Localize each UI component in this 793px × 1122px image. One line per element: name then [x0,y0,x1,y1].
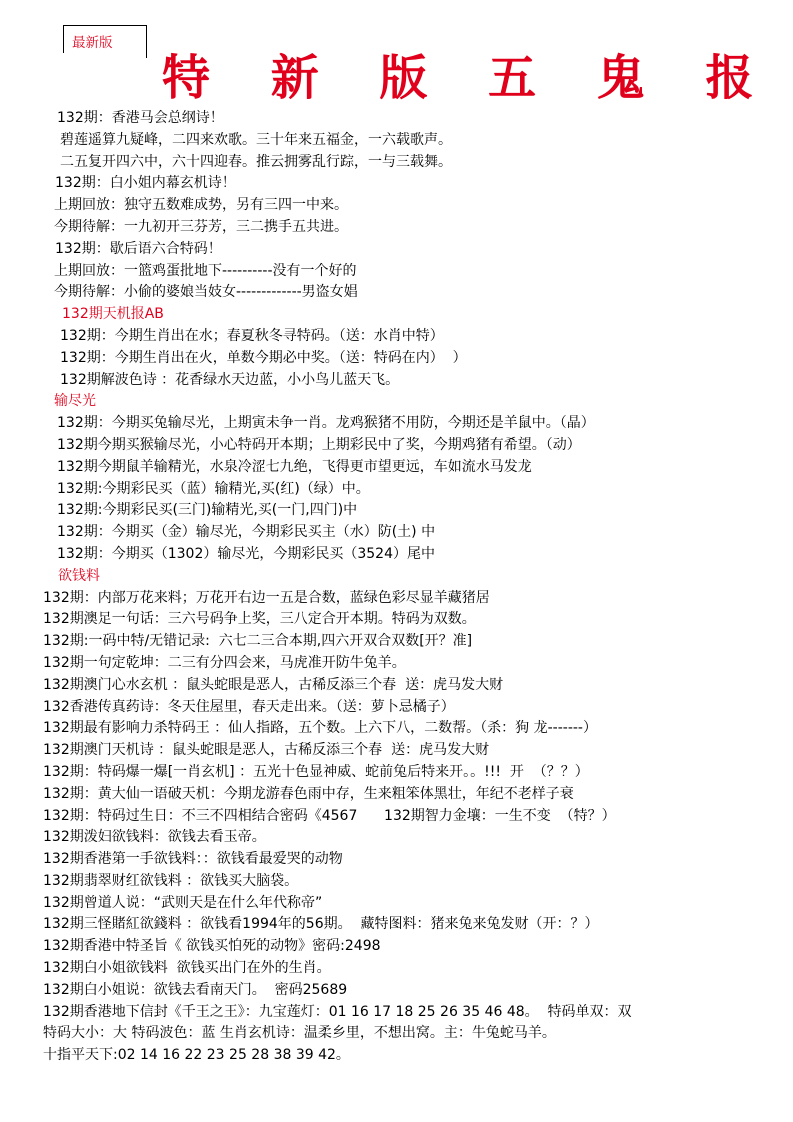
text-line: 今期待解：小偷的婆娘当妓女-------------男盗女娼 [54,284,358,301]
text-line: 132期：今期买（金）输尽光，今期彩民买主（水）防(土) 中 [57,524,436,541]
text-line: 132期今期买猴输尽光，小心特码开本期；上期彩民中了奖，今期鸡猪有希望。（动） [57,436,581,453]
latest-edition-badge [63,25,147,58]
text-line: 十指平天下:02 14 16 22 23 25 28 38 39 42。 [43,1047,350,1064]
text-line: 132期：今期买兔输尽光，上期寅未争一肖。龙鸡猴猪不用防，今期还是羊鼠中。（晶） [57,415,595,432]
text-line: 132期：黄大仙一语破天机：今期龙游春色雨中存，生来粗笨体黑壮，年纪不老样子衰 [43,785,574,802]
text-line: 132期：今期买（1302）输尽光，今期彩民买（3524）尾中 [57,545,435,562]
text-line: 二五复开四六中，六十四迎春。推云拥雾乱行踪，一与三载舞。 [60,153,452,170]
section-heading: 欲钱料 [58,567,100,584]
text-line: 132期白小姐欲钱料 欲钱买出门在外的生肖。 [43,960,331,977]
text-line: 132期曾道人说：“武则天是在什么年代称帝” [43,894,323,911]
text-line: 132香港传真药诗：冬天住屋里，春天走出来。（送：萝卜忌橘子） [43,698,455,715]
text-line: 132期:今期彩民买(三门)输精光,买(一门,四门)中 [57,502,358,519]
text-line: 132期澳门天机诗 ：鼠头蛇眼是恶人，古稀反添三个春 送：虎马发大财 [43,742,490,759]
text-line: 132期今期鼠羊输精光，水泉冷涩七九绝，飞得更市望更远，车如流水马发龙 [57,458,532,475]
text-line: 132期解波色诗 ：花香绿水天边蓝，小小鸟儿蓝天飞。 [60,371,400,388]
prediction-text-body [0,108,793,1067]
text-line: 132期：香港马会总纲诗！ [57,110,224,126]
section-heading: 132期天机报AB [62,306,164,323]
text-line: 132期:一码中特/无错记录: 六七二三合本期,四六开双合双数[开？准] [43,633,473,650]
text-line: 132期澳门心水玄机 ：鼠头蛇眼是恶人，古稀反添三个春 送：虎马发大财 [43,676,504,693]
text-line: 上期回放：一篮鸡蛋批地下----------没有一个好的 [54,262,357,279]
text-line: 132期香港第一手欲钱料：：欲钱看最爱哭的动物 [43,851,343,868]
text-line: 今期待解：一九初开三芬芳，三二携手五共进。 [54,218,348,235]
text-line: 碧莲遥算九疑峰，二四来欢歌。三十年来五福金，一六载歌声。 [60,131,452,148]
text-line: 132期香港中特圣旨《 欲钱买怕死的动物》密码:2498 [43,938,381,955]
text-line: 132期白小姐说：欲钱去看南天门。 密码25689 [43,981,348,998]
badge-label: 最新版 [72,35,113,51]
text-line: 132期三怪賭紅欲錢料 ：欲钱看1994年的56期。 藏特图料：猪来兔来兔发财（开：？） [43,916,599,933]
text-line: 132期泼妇欲钱料：欲钱去看玉帝。 [43,829,266,846]
text-line: 132期：白小姐内幕玄机诗！ [55,175,236,192]
text-line: 上期回放：独守五数难成势，另有三四一中来。 [54,197,348,214]
text-line: 特码大小：大 特码波色：蓝 生肖玄机诗：温柔乡里，不想出窝。主：牛兔蛇马羊。 [43,1025,556,1042]
page-title: 特 新 版 五 鬼 报 [162,50,776,106]
text-line: 132期：特码爆一爆[一肖玄机] ：五光十色显神威、蛇前兔后特来开。。!!! 开 （？？） [43,763,589,780]
text-line: 132期：今期生肖出在水；春夏秋冬寻特码。（送：水肖中特） [60,327,444,344]
text-line: 132期澳足一句话：三六号码争上奖，三八定合开本期。特码为双数。 [43,611,476,628]
text-line: 132期：内部万花来料；万花开右边一五是合数，蓝绿色彩尽显羊藏猪居 [43,589,490,606]
text-line: 132期:今期彩民买（蓝）输精光,买(红)（绿）中。 [57,480,370,497]
text-line: 132期：今期生肖出在火，单数今期必中奖。（送：特码在内） ） [60,349,467,366]
text-line: 132期最有影响力杀特码王 ：仙人指路，五个数。上六下八，二数帮。（杀：狗 龙-------） [43,720,597,737]
text-line: 132期一句定乾坤：二三有分四会来，马虎准开防牛兔羊。 [43,654,406,671]
text-line: 132期香港地下信封《千王之王》：九宝莲灯：01 16 17 18 25 26 35 46 48。 特码单双：双 [43,1003,632,1020]
text-line: 132期翡翠财红欲钱料 ：欲钱买大脑袋。 [43,872,299,889]
text-line: 132期：歇后语六合特码！ [55,240,222,257]
section-heading: 输尽光 [54,393,96,410]
text-line: 132期：特码过生日：不三不四相结合密码《4567 132期智力金壤：一生不变 （特？） [43,807,616,824]
